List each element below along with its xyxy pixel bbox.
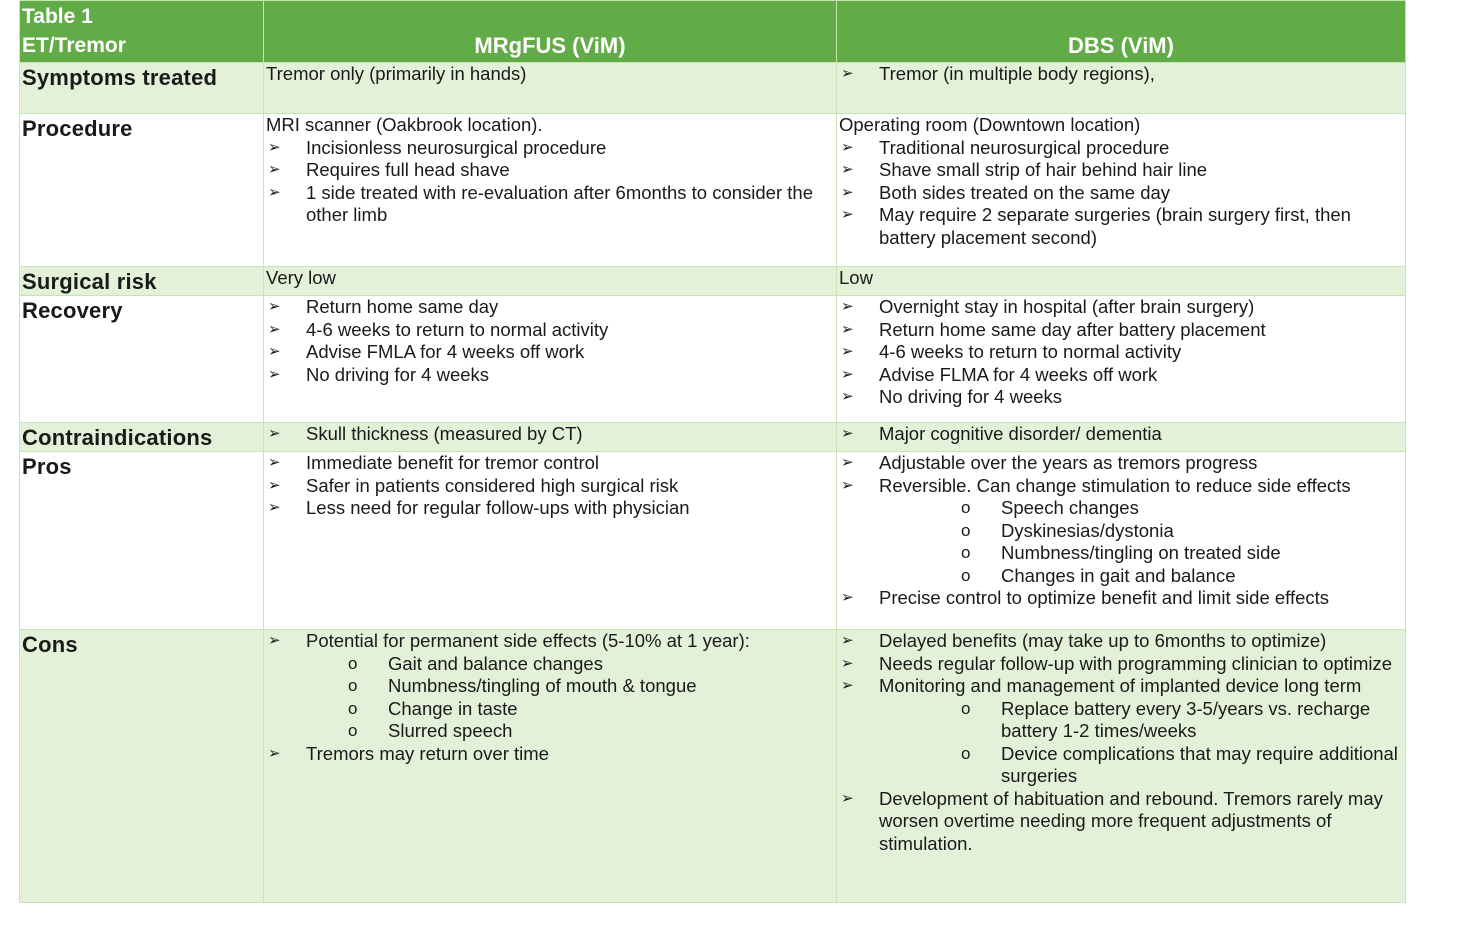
list-item [839,386,1401,409]
list-item-text: Incisionless neurosurgical procedure [306,136,607,158]
circle-bullet-icon: o [961,498,971,517]
arrow-bullet-icon: ➢ [841,677,854,694]
cons-mrgfus-sublist [266,653,832,743]
row-label-contraindications: Contraindications [20,423,264,452]
circle-bullet-icon: o [348,698,358,718]
list-item [839,423,1401,446]
sub-list-item [348,675,832,698]
list-item-text: Precise control to optimize benefit and limit side effects [879,587,1330,608]
list-item [839,182,1401,205]
list-item [266,743,832,766]
list-item-text: 1 side treated with re-evaluation after 6months to consider the other limb [306,181,813,225]
recovery-mrgfus-list [266,296,832,386]
arrow-bullet-icon: ➢ [268,425,281,442]
list-item [266,296,832,319]
sub-list-item [961,698,1401,743]
list-item [266,497,832,520]
symptoms-dbs [837,63,1406,114]
circle-bullet-icon: o [348,653,358,673]
procedure-dbs [837,114,1406,267]
row-pros [20,452,1406,630]
recovery-dbs-list [839,296,1401,409]
list-item [839,159,1401,182]
list-item [839,204,1401,249]
row-label-procedure: Procedure [20,114,264,267]
circle-bullet-icon: o [348,676,358,695]
list-item-text: Change in taste [388,697,518,719]
list-item-text: Device complications that may require additional surgeries [1001,742,1398,786]
sub-list-item [348,698,832,721]
arrow-bullet-icon: ➢ [841,789,854,807]
arrow-bullet-icon: ➢ [841,476,854,494]
header-category: ET/Tremor [22,34,126,57]
list-item-text: Immediate benefit for tremor control [306,452,600,473]
arrow-bullet-icon: ➢ [841,138,854,156]
list-item-text: Return home same day after battery placement [879,318,1266,340]
procedure-mrgfus-intro: MRI scanner (Oakbrook location). [266,114,543,135]
header-mrgfus: MRgFUS (ViM) [264,1,837,63]
list-item [839,137,1401,160]
arrow-bullet-icon: ➢ [268,744,281,762]
header-category-cell [20,1,264,63]
list-item-text: Reversible. Can change stimulation to reduce side effects [879,474,1351,496]
arrow-bullet-icon: ➢ [841,320,854,338]
list-item-text: Numbness/tingling of mouth & tongue [388,675,697,696]
sub-list-item [961,542,1401,565]
row-procedure [20,114,1406,267]
arrow-bullet-icon: ➢ [841,365,854,383]
pros-dbs [837,452,1406,630]
recovery-mrgfus [264,296,837,423]
list-item-text: May require 2 separate surgeries (brain surgery first, then battery placement second) [879,204,1351,248]
arrow-bullet-icon: ➢ [841,343,854,360]
arrow-bullet-icon: ➢ [268,343,281,360]
arrow-bullet-icon: ➢ [268,161,281,178]
list-item-text: Monitoring and management of implanted device long term [879,675,1362,696]
sub-list-item [961,520,1401,543]
arrow-bullet-icon: ➢ [841,388,854,405]
row-contraindications [20,423,1406,452]
list-item [839,653,1401,676]
circle-bullet-icon: o [961,698,971,718]
list-item-text: Less need for regular follow-ups with physician [306,497,690,518]
cons-dbs [837,630,1406,903]
arrow-bullet-icon: ➢ [268,476,281,494]
list-item [839,675,1401,698]
arrow-bullet-icon: ➢ [268,138,281,156]
sub-list-item [348,720,832,743]
list-item-text: Tremor (in multiple body regions), [879,63,1155,84]
header-row [20,1,1406,63]
comparison-table [19,0,1406,903]
row-recovery [20,296,1406,423]
row-label-surgical-risk: Surgical risk [20,267,264,296]
list-item-text: 4-6 weeks to return to normal activity [879,341,1182,362]
arrow-bullet-icon: ➢ [841,183,854,201]
pros-dbs-sublist [839,497,1401,587]
list-item-text: Advise FMLA for 4 weeks off work [306,341,585,362]
arrow-bullet-icon: ➢ [268,454,281,471]
circle-bullet-icon: o [348,721,358,740]
pros-dbs-list [839,452,1401,497]
sub-list-item [961,497,1401,520]
list-item [839,63,1401,86]
row-surgical-risk [20,267,1406,296]
arrow-bullet-icon: ➢ [841,454,854,471]
procedure-mrgfus-list [266,137,832,227]
list-item [266,159,832,182]
procedure-mrgfus [264,114,837,267]
table-caption: Table 1 [22,5,93,28]
list-item [839,364,1401,387]
list-item [266,423,832,446]
pros-mrgfus [264,452,837,630]
arrow-bullet-icon: ➢ [268,298,281,315]
arrow-bullet-icon: ➢ [841,589,854,606]
arrow-bullet-icon: ➢ [841,425,854,442]
list-item-text: Gait and balance changes [388,652,603,674]
contraindications-mrgfus [264,423,837,452]
arrow-bullet-icon: ➢ [268,632,281,649]
procedure-dbs-list [839,137,1401,250]
surgical-risk-mrgfus: Very low [264,267,837,296]
list-item-text: No driving for 4 weeks [879,386,1063,407]
list-item-text: Slurred speech [388,720,513,741]
row-label-recovery: Recovery [20,296,264,423]
sub-list-item [961,565,1401,588]
symptoms-mrgfus [264,63,837,114]
list-item-text: Traditional neurosurgical procedure [879,136,1170,158]
list-item [266,364,832,387]
list-item [839,475,1401,498]
list-item-text: Speech changes [1001,497,1139,518]
list-item-text: Adjustable over the years as tremors progress [879,452,1258,473]
cons-mrgfus [264,630,837,903]
list-item-text: Delayed benefits (may take up to 6months to optimize) [879,630,1327,651]
cons-mrgfus-list [266,630,832,653]
list-item [266,475,832,498]
list-item [839,319,1401,342]
list-item-text: Shave small strip of hair behind hair line [879,159,1208,180]
list-item-text: Tremors may return over time [306,742,549,764]
circle-bullet-icon: o [961,743,971,763]
list-item [266,137,832,160]
contraindications-dbs [837,423,1406,452]
list-item-text: Major cognitive disorder/ dementia [879,423,1162,444]
row-label-pros: Pros [20,452,264,630]
cons-mrgfus-list-after [266,743,832,766]
arrow-bullet-icon: ➢ [841,161,854,178]
pros-mrgfus-list [266,452,832,520]
list-item-text: No driving for 4 weeks [306,363,490,385]
arrow-bullet-icon: ➢ [841,632,854,649]
list-item-text: Advise FLMA for 4 weeks off work [879,363,1158,385]
list-item-text: Skull thickness (measured by CT) [306,423,583,444]
sub-list-item [961,743,1401,788]
list-item [839,341,1401,364]
list-item-text: Return home same day [306,296,499,317]
list-item-text: Replace battery every 3-5/years vs. recharge battery 1-2 times/weeks [1001,697,1371,741]
circle-bullet-icon: o [961,520,971,540]
arrow-bullet-icon: ➢ [841,206,854,223]
list-item-text: 4-6 weeks to return to normal activity [306,318,609,340]
procedure-dbs-intro: Operating room (Downtown location) [839,114,1141,135]
arrow-bullet-icon: ➢ [841,654,854,672]
arrow-bullet-icon: ➢ [268,365,281,383]
cons-dbs-list-after [839,788,1401,856]
list-item-text: Requires full head shave [306,159,510,180]
sub-list-item [348,653,832,676]
row-cons [20,630,1406,903]
arrow-bullet-icon: ➢ [268,183,281,201]
list-item [266,630,832,653]
circle-bullet-icon: o [961,543,971,562]
header-dbs: DBS (ViM) [837,1,1406,63]
list-item-text: Overnight stay in hospital (after brain surgery) [879,296,1255,317]
pros-dbs-list-after [839,587,1401,610]
list-item-text: Changes in gait and balance [1001,564,1236,586]
list-item [839,296,1401,319]
row-label-symptoms: Symptoms treated [20,63,264,114]
surgical-risk-dbs: Low [837,267,1406,296]
cons-dbs-list [839,630,1401,698]
list-item [839,630,1401,653]
arrow-bullet-icon: ➢ [841,65,854,82]
list-item-text: Dyskinesias/dystonia [1001,519,1174,541]
list-item-text: Numbness/tingling on treated side [1001,542,1281,563]
list-item [266,341,832,364]
symptoms-dbs-list [839,63,1401,86]
list-item [266,452,832,475]
cons-dbs-sublist [839,698,1401,788]
list-item [839,788,1401,856]
list-item-text: Needs regular follow-up with programming clinician to optimize [879,652,1393,674]
contraindications-dbs-list [839,423,1401,446]
list-item [839,452,1401,475]
list-item-text: Both sides treated on the same day [879,181,1171,203]
arrow-bullet-icon: ➢ [268,320,281,338]
row-label-cons: Cons [20,630,264,903]
list-item-text: Potential for permanent side effects (5-10% at 1 year): [306,630,750,651]
list-item [266,319,832,342]
arrow-bullet-icon: ➢ [841,298,854,315]
list-item-text: Safer in patients considered high surgical risk [306,474,679,496]
row-symptoms [20,63,1406,114]
symptoms-mrgfus-text: Tremor only (primarily in hands) [266,63,527,84]
circle-bullet-icon: o [961,565,971,585]
recovery-dbs [837,296,1406,423]
arrow-bullet-icon: ➢ [268,499,281,516]
list-item [266,182,832,227]
list-item [839,587,1401,610]
list-item-text: Development of habituation and rebound. Tremors rarely may worsen overtime needing more frequent adjustments of stimulation. [879,787,1383,854]
contraindications-mrgfus-list [266,423,832,446]
